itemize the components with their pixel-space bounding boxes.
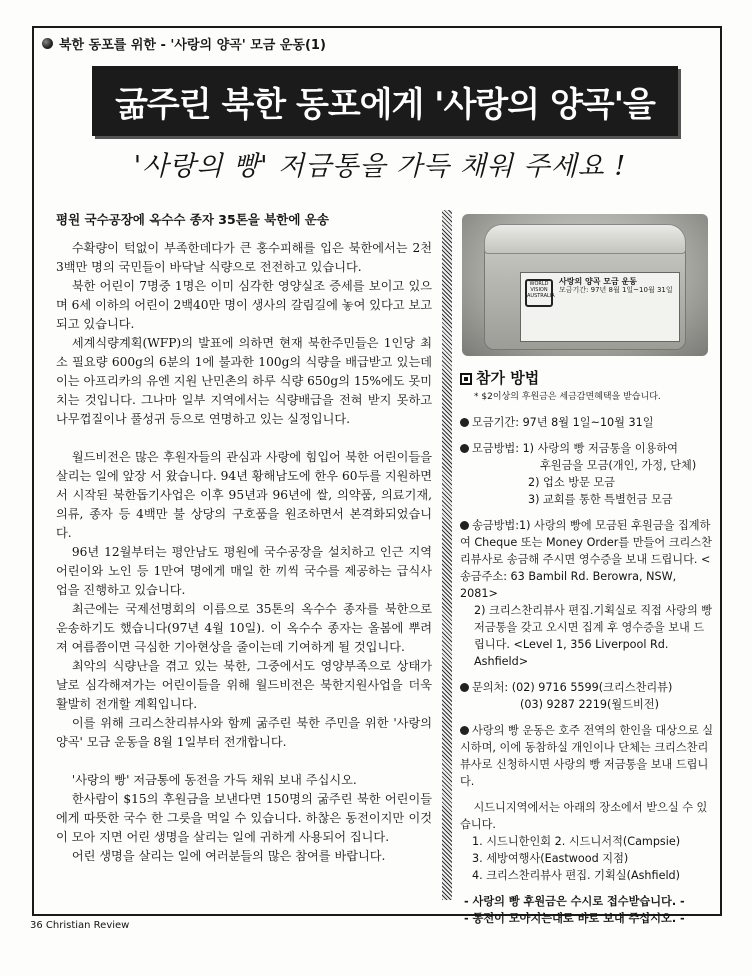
paragraph: 한사람이 $15의 후원금을 보낸다면 150명의 굶주린 북한 어린이들에게 따뜻한 국수 한 그릇을 먹일 수 있습니다. 하찮은 동전이지만 이것이 모아 지면 어린 생명을 살리는 일에 귀하게 사용되어 집니다. — [56, 792, 432, 844]
sydney-intro: 시드니지역에서는 아래의 장소에서 받으실 수 있습니다. — [460, 801, 708, 831]
label-title: 사랑의 양곡 모금 운동 — [559, 277, 637, 286]
square-bullet-icon — [460, 373, 472, 385]
page-footer: 36 Christian Review — [30, 920, 130, 931]
article-body — [56, 210, 432, 866]
paragraph: 최근에는 국제선명회의 이름으로 35톤의 옥수수 종자를 북한으로 운송하기도 했습니다(97년 4월 10일). 이 옥수수 종자는 올봄에 뿌려져 여름쯤이면 극심한 기아현상을 줄이는데 기여하게 될 것입니다. — [56, 602, 432, 654]
method-2: 2) 업소 방문 모금 — [528, 476, 615, 489]
series-title: 북한 동포를 위한 - '사랑의 양곡' 모금 운동(1) — [59, 38, 326, 53]
closing-1: - 사랑의 빵 후원금은 수시로 접수받습니다. - — [464, 895, 685, 908]
article-lead: 평원 국수공장에 옥수수 종자 35톤을 북한에 운송 — [56, 212, 329, 227]
round-bullet-icon — [460, 726, 469, 735]
contact-1: (02) 9716 5599(크리스찬리뷰) — [511, 681, 673, 694]
coin-bank-label — [520, 272, 680, 342]
send-item — [460, 517, 714, 670]
contact-2: (03) 9287 2219(월드비전) — [520, 698, 659, 711]
paragraph: 최악의 식량난을 겪고 있는 북한, 그중에서도 영양부족으로 상태가 날로 심각해져가는 어린이들을 위해 월드비전은 북한지원사업을 더욱 활발히 전개할 계획입니다. — [56, 659, 432, 711]
spacer — [56, 752, 432, 771]
method-3: 3) 교회를 통한 특별헌금 모금 — [528, 493, 673, 506]
world-vision-logo-icon — [525, 279, 553, 307]
participation-title-text: 참가 방법 — [476, 369, 540, 387]
period-item — [460, 414, 714, 431]
method-1: 1) 사랑의 빵 저금통을 이용하여 — [522, 442, 678, 455]
round-bullet-icon — [460, 521, 469, 530]
period-value: 97년 8월 1일~10월 31일 — [522, 416, 654, 429]
subtitle: '사랑의 빵' 저금통을 가득 채워 주세요 ! — [133, 151, 627, 182]
paragraph: 이를 위해 크리스찬리뷰사와 함께 굶주린 북한 주민을 위한 '사랑의 양곡' 모금 운동을 8월 1일부터 전개합니다. — [56, 716, 432, 749]
participation-title — [460, 370, 714, 387]
logo-text: WORLD VISION AUSTRALIA — [527, 281, 555, 299]
campaign-text: 사랑의 빵 운동은 호주 전역의 한인을 대상으로 실시하며, 이에 동참하실 개인이나 단체는 크리스찬리뷰사로 신청하시면 사랑의 빵 저금통을 보내 드립니다. — [460, 724, 714, 788]
contact-item — [460, 679, 714, 713]
round-bullet-icon — [460, 418, 469, 427]
method-item — [460, 440, 714, 508]
headline-text: 굶주린 북한 동포에게 '사랑의 양곡'을 — [115, 84, 655, 125]
coin-bank-photo — [462, 214, 708, 356]
coin-bank-lid — [484, 224, 686, 254]
paragraph: '사랑의 빵' 저금통에 동전을 가득 채워 보내 주십시오. — [71, 773, 357, 787]
round-bullet-icon — [460, 683, 469, 692]
method-1b: 후원금을 모금(개인, 가정, 단체) — [540, 459, 697, 472]
location-1: 1. 시드니한인회 2. 시드니서적(Campsie) — [472, 835, 681, 848]
spacer — [56, 429, 432, 448]
location-3: 4. 크리스찬리뷰사 편집. 기획실(Ashfield) — [472, 869, 681, 882]
contact-label: 문의처: — [472, 681, 509, 694]
label-line: 모금기간: 97년 8월 1일~10월 31일 — [559, 286, 673, 294]
closing-2: - 동전이 모아지는대로 바로 보내 주십시오. - — [464, 912, 685, 925]
series-header — [42, 34, 326, 53]
send-1: 1) 사랑의 빵에 모금된 후원금을 집계하여 Cheque 또는 Money Order를 만들어 크리스찬리뷰사로 송금해 주시면 영수증을 보내 드립니다. <송금주소: 63 Bambil Rd. Berowra, NSW, 2081> — [460, 519, 712, 600]
bullet-icon — [42, 38, 53, 49]
tax-note: * $2이상의 후원금은 세금감면혜택을 받습니다. — [474, 392, 661, 402]
paragraph: 수확량이 턱없이 부족한데다가 큰 홍수피해를 입은 북한에서는 2천3백만 명의 국민들이 바닥날 식량으로 전전하고 있습니다. — [56, 241, 432, 274]
method-label: 모금방법: — [472, 442, 519, 455]
paragraph: 세계식량계획(WFP)의 발표에 의하면 현재 북한주민들은 1인당 최소 필요량 600g의 6분의 1에 불과한 100g의 식량을 배급받고 있는데 이는 아프리카의 유엔 지원 난민촌의 하루 식량 650g의 15%에도 못미치는 것입니다. 그나마 일부 지역에서는 식량배급을 전혀 받지 못하고 나무껍질이나 풀성귀 등으로 연명하고 있는 실정입니다. — [56, 336, 432, 426]
round-bullet-icon — [460, 444, 469, 453]
paragraph: 96년 12월부터는 평안남도 평원에 국수공장을 설치하고 인근 지역 어린이와 노인 등 1만여 명에게 매일 한 끼씩 국수를 제공하는 급식사업을 진행하고 있습니다. — [56, 545, 432, 597]
paragraph: 북한 어린이 7명중 1명은 이미 심각한 영양실조 증세를 보이고 있으며 6세 이하의 어린이 2백40만 명이 생사의 갈림길에 놓여 있다고 보고되고 있습니다. — [56, 279, 432, 331]
send-2: 2) 크리스찬리뷰사 편집.기획실로 직접 사랑의 빵 저금통을 갖고 오시면 집계 후 영수증을 보내 드립니다. <Level 1, 356 Liverpool Rd. Ashfield> — [474, 604, 713, 668]
send-label: 송금방법: — [472, 519, 519, 532]
column-divider — [442, 210, 452, 900]
paragraph: 월드비전은 많은 후원자들의 관심과 사랑에 힘입어 북한 어린이들을 살리는 일에 앞장 서 왔습니다. 94년 황해남도에 한우 60두를 지원하면서 시작된 북한돕기사업은 이후 95년과 96년에 쌀, 의약품, 의료기재, 의류, 종자 등 4백만 불 상당의 구호품을 원조하면서 본격화되었습니다. — [56, 450, 432, 540]
participation-section — [460, 370, 714, 927]
headline-banner — [92, 66, 678, 136]
location-2: 3. 세방여행사(Eastwood 지점) — [472, 852, 629, 865]
sydney-item — [460, 799, 714, 884]
paragraph: 어린 생명을 살리는 일에 여러분들의 많은 참여를 바랍니다. — [71, 849, 386, 863]
period-label: 모금기간: — [472, 416, 519, 429]
campaign-item — [460, 722, 714, 790]
